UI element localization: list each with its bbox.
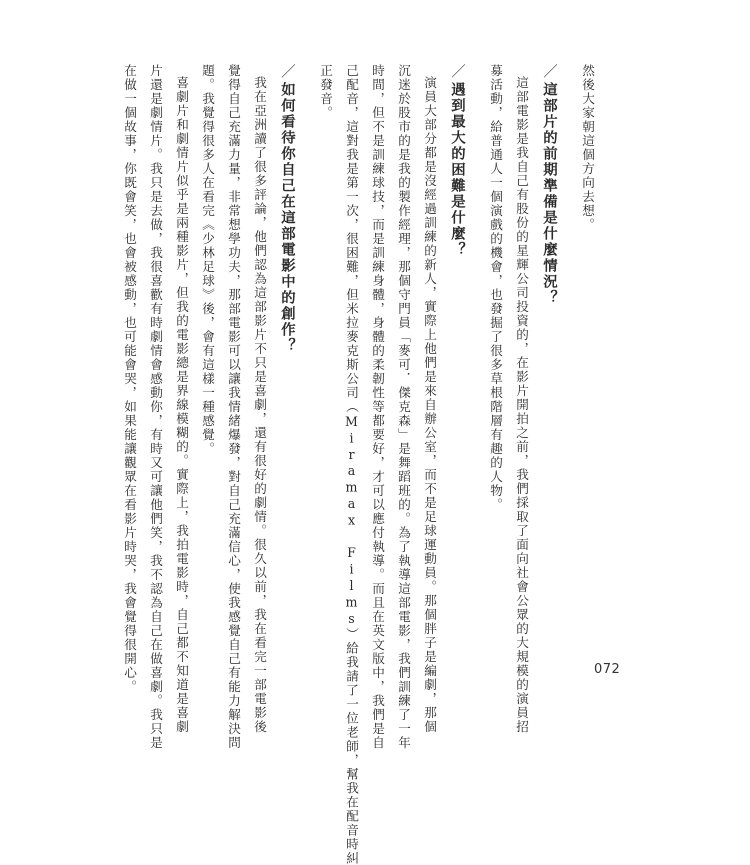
body-line: 然後大家朝這個方向去想。 (580, 64, 595, 232)
body-line: 這部電影是我自己有股份的星輝公司投資的，在影片開拍之前，我們採取了面向社會公眾的大規模的演員招 (514, 76, 529, 734)
body-line: 時間，但不是訓練球技，而是訓練身體，身體的柔韌性等都要好，才可以應付執導。而且在英文版中，我們是自 (370, 64, 385, 750)
section-heading-difficulty (444, 64, 470, 624)
vertical-text-body (122, 64, 600, 865)
body-line: 募活動，給普通人一個演戲的機會，也發掘了很多草根階層有趣的人物。 (488, 64, 503, 512)
heading-text: 遇到最大的困難是什麼？ (449, 82, 465, 258)
heading-text: 如何看待你自己在這部電影中的創作？ (279, 82, 295, 354)
body-line: 我在亞洲讀了很多評論，他們認為這部影片不只是喜劇，還有很好的劇情。很久以前，我在看完一部電影後 (252, 76, 267, 734)
body-line: 演員大部分都是沒經過訓練的新人，實際上他們是來自辦公室，而不是足球運動員。那個胖子是編劇，那個 (422, 76, 437, 734)
section-heading-creation (274, 64, 300, 624)
body-line: 在做一個故事，你既會笑，也會被感動，也可能會哭，如果能讓觀眾在看影片時哭，我會覺得很開心。 (122, 64, 137, 694)
body-line: 片還是劇情片。我只是去做，我很喜歡有時劇情會感動你，有時又可讓他們笑，我不認為自己在做喜劇。我只是 (148, 64, 163, 750)
heading-slash-mark: ／ (279, 64, 295, 80)
page-number: 072 (594, 662, 621, 677)
body-line: 己配音，這對我是第一次，很困難，但米拉麥克斯公司（Miramax Films）給我請了一位老師，幫我在配音時糾 (344, 64, 359, 865)
section-heading-preparation (536, 64, 562, 624)
heading-slash-mark: ／ (449, 64, 465, 80)
body-line: 題。我覺得很多人在看完《少林足球》後，會有這樣一種感覺。 (200, 64, 215, 456)
heading-slash-mark: ／ (541, 64, 557, 80)
body-line: 正發音。 (318, 64, 333, 120)
body-line: 喜劇片和劇情片似乎是兩種影片，但我的電影總是界線模糊的。實際上，我拍電影時，自己都不知道是喜劇 (174, 76, 189, 734)
heading-text: 這部片的前期準備是什麼情況？ (541, 82, 557, 306)
body-line: 覺得自己充滿力量，非常想學功夫，那部電影可以讓我情緒爆發，對自己充滿信心，使我感覺自己有能力解決問 (226, 64, 241, 750)
body-line: 沉迷於股市的是我的製作經理，那個守門員「麥可．傑克森」是舞蹈班的。為了執導這部電影，我們訓練了一年 (396, 64, 411, 750)
